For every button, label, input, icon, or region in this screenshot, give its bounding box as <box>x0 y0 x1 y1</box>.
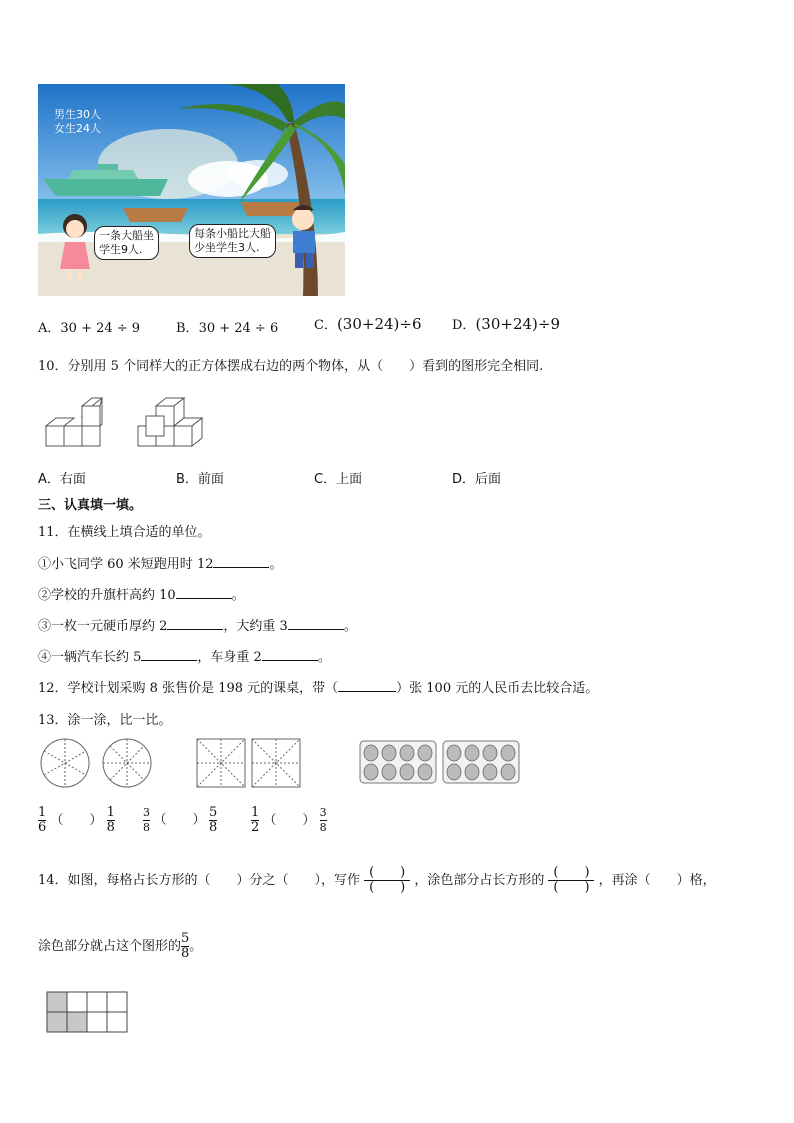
grid-cell <box>67 992 87 1012</box>
fraction-left <box>143 806 150 835</box>
cube-figure-left <box>46 398 102 446</box>
denominator: ( ) <box>548 880 594 895</box>
grid-cell-shaded <box>47 992 67 1012</box>
option-letter: C． <box>314 318 337 333</box>
fraction-right <box>320 806 327 835</box>
q13-stem: 13．涂一涂，比一比。 <box>38 713 172 728</box>
numerator: 1 <box>251 805 260 820</box>
option-letter: A． <box>38 472 60 487</box>
q10-stem: 10．分别用 5 个同样大的正方体摆成右边的两个物体，从（ ）看到的图形完全相同. <box>38 359 544 374</box>
grid-cell <box>87 992 107 1012</box>
item-text: 。 <box>231 588 245 603</box>
q10-option-c[interactable] <box>314 468 362 487</box>
fraction-right <box>107 806 115 835</box>
fraction-blank[interactable] <box>548 866 594 895</box>
fraction-blank[interactable] <box>364 866 410 895</box>
q10-option-a[interactable] <box>38 468 86 487</box>
student-count-board <box>54 108 101 136</box>
speech-bubble-boy <box>189 224 276 258</box>
numerator: 3 <box>319 806 327 819</box>
item-text: ，车身重 2 <box>197 650 262 665</box>
answer-blank[interactable] <box>338 679 396 692</box>
option-text: 30 + 24 ÷ 9 <box>60 321 141 336</box>
item-text: ①小飞同学 60 米短跑用时 12 <box>38 557 214 572</box>
denominator: ( ) <box>364 880 410 895</box>
q11-item-4 <box>38 646 331 665</box>
q14-grid <box>46 991 130 1037</box>
denominator: 8 <box>143 821 150 834</box>
board-line-girls: 女生24人 <box>54 122 101 135</box>
option-text: (30+24)÷9 <box>475 315 560 333</box>
answer-blank[interactable] <box>213 555 269 568</box>
cube-figures <box>44 392 214 452</box>
item-text: ，涂色部分占长方形的 <box>414 873 545 888</box>
item-text: 。 <box>269 557 283 572</box>
item-text: ③一枚一元硬币厚约 2 <box>38 619 168 634</box>
denominator: 6 <box>38 820 47 835</box>
item-text: ，大约重 3 <box>223 619 288 634</box>
numerator: 3 <box>143 806 150 819</box>
denominator: 8 <box>209 820 218 835</box>
compare-pair-1 <box>38 806 115 835</box>
rectangle-grid <box>46 991 130 1033</box>
option-letter: B． <box>176 321 199 336</box>
q14-line-1 <box>38 866 716 895</box>
q11-stem: 11．在横线上填合适的单位。 <box>38 525 211 540</box>
grid-cell <box>107 992 127 1012</box>
board-line-boys: 男生30人 <box>54 108 101 121</box>
boat-scene-illustration <box>38 84 345 296</box>
item-text: 。 <box>317 650 331 665</box>
period: 。 <box>189 939 203 954</box>
answer-blank[interactable] <box>288 617 344 630</box>
cube-figure-right <box>138 398 202 446</box>
item-text: 12．学校计划采购 8 张售价是 198 元的课桌，带（ <box>38 681 339 696</box>
q9-option-c[interactable] <box>314 314 422 333</box>
speech-bubble-girl <box>94 226 159 260</box>
option-letter: C． <box>314 472 337 487</box>
compare-blank[interactable]: （ ） <box>263 813 316 828</box>
item-text: ②学校的升旗杆高约 10 <box>38 588 176 603</box>
q11-item-2 <box>38 584 245 603</box>
grid-cell-shaded <box>47 1012 67 1032</box>
answer-blank[interactable] <box>167 617 223 630</box>
fraction-left <box>251 806 259 835</box>
item-text: 。 <box>343 619 357 634</box>
grid-cell <box>87 1012 107 1032</box>
strawberry-boxes <box>360 741 519 783</box>
option-text: 上面 <box>336 472 363 487</box>
q11-item-3 <box>38 615 357 634</box>
q10-option-d[interactable] <box>452 468 501 487</box>
numerator: ( ) <box>369 865 406 880</box>
option-letter: D． <box>452 318 476 333</box>
denominator: 8 <box>106 820 115 835</box>
section-heading: 三、认真填一填。 <box>38 498 143 513</box>
bubble-line: 每条小船比大船 <box>194 227 271 240</box>
q9-option-a[interactable] <box>38 317 140 336</box>
answer-blank[interactable] <box>176 586 232 599</box>
denominator: 2 <box>251 820 260 835</box>
item-text: 涂色部分就占这个图形的 <box>38 939 182 954</box>
q14-line-2 <box>38 932 202 961</box>
compare-blank[interactable]: （ ） <box>153 812 206 828</box>
q10-option-b[interactable] <box>176 468 224 487</box>
option-text: 右面 <box>59 472 86 487</box>
numerator: 1 <box>106 805 115 820</box>
q9-option-d[interactable] <box>452 314 560 333</box>
compare-pair-3 <box>251 806 327 835</box>
denominator: 8 <box>319 821 327 834</box>
fraction-left <box>38 806 46 835</box>
option-text: 后面 <box>475 472 502 487</box>
denominator: 8 <box>181 946 190 961</box>
numerator: 5 <box>209 805 218 820</box>
option-letter: A． <box>38 321 61 336</box>
circles-pair <box>41 739 151 787</box>
q12-stem <box>38 677 598 696</box>
q13-shapes <box>40 738 520 788</box>
fraction-right <box>209 806 217 835</box>
bubble-line: 少坐学生3人. <box>194 241 260 254</box>
answer-blank[interactable] <box>141 648 197 661</box>
item-text: ）张 100 元的人民币去比较合适。 <box>396 681 599 696</box>
numerator: 5 <box>181 931 190 946</box>
item-text: ④一辆汽车长约 5 <box>38 650 142 665</box>
q11-item-1 <box>38 553 283 572</box>
option-text: (30+24)÷6 <box>336 315 422 333</box>
squares-pair <box>197 739 300 787</box>
answer-blank[interactable] <box>262 648 318 661</box>
option-text: 30 + 24 ÷ 6 <box>198 321 279 336</box>
item-text: ，再涂（ ）格， <box>598 873 716 888</box>
option-text: 前面 <box>197 472 224 487</box>
numerator: 1 <box>38 805 47 820</box>
option-letter: D． <box>452 472 476 487</box>
grid-cell-shaded <box>67 1012 87 1032</box>
bubble-line: 一条大船坐 <box>99 229 154 242</box>
compare-blank[interactable]: （ ） <box>50 813 103 828</box>
option-letter: B． <box>176 472 198 487</box>
q9-option-b[interactable] <box>176 317 278 336</box>
item-text: 14．如图，每格占长方形的（ ）分之（ ），写作 <box>38 873 361 888</box>
grid-cell <box>107 1012 127 1032</box>
bubble-line: 学生9人. <box>99 243 143 256</box>
compare-pair-2 <box>143 806 217 835</box>
numerator: ( ) <box>553 865 590 880</box>
